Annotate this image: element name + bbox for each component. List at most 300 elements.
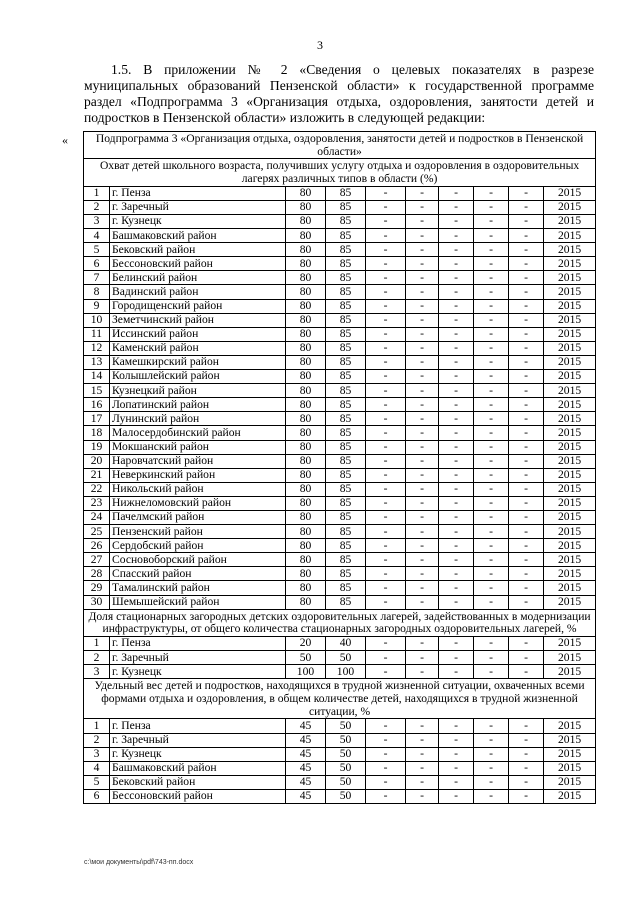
value-2020: - (509, 327, 544, 341)
table-row (84, 539, 596, 553)
municipality-name: Бековский район (110, 243, 286, 257)
value-2015: 85 (326, 496, 366, 510)
row-number: 21 (84, 468, 110, 482)
table-row (84, 567, 596, 581)
municipality-name: Бессоновский район (110, 789, 286, 803)
municipality-name: Земетчинский район (110, 313, 286, 327)
year-cell: 2015 (544, 355, 596, 369)
year-cell: 2015 (544, 510, 596, 524)
value-2014: 45 (286, 719, 326, 733)
value-2020: - (509, 440, 544, 454)
value-2020: - (509, 733, 544, 747)
table-row (84, 468, 596, 482)
value-2014: 45 (286, 761, 326, 775)
municipality-name: Камешкирский район (110, 355, 286, 369)
section-header-row (84, 159, 596, 186)
value-2020: - (509, 299, 544, 313)
table-row (84, 733, 596, 747)
value-2017: - (406, 733, 439, 747)
value-2015: 85 (326, 412, 366, 426)
municipality-name: Лунинский район (110, 412, 286, 426)
municipality-name: Мокшанский район (110, 440, 286, 454)
value-2014: 80 (286, 285, 326, 299)
municipality-name: Кузнецкий район (110, 384, 286, 398)
table-row (84, 651, 596, 665)
value-2020: - (509, 215, 544, 229)
row-number: 10 (84, 313, 110, 327)
value-2019: - (474, 370, 509, 384)
municipality-name: Сердобский район (110, 539, 286, 553)
value-2020: - (509, 525, 544, 539)
table-row (84, 426, 596, 440)
value-2015: 85 (326, 553, 366, 567)
section-header: Охват детей школьного возраста, получивших услугу отдыха и оздоровления в оздоровительных лагерях различных типов в области (%) (84, 159, 596, 186)
value-2019: - (474, 440, 509, 454)
row-number: 11 (84, 327, 110, 341)
value-2015: 100 (326, 665, 366, 679)
value-2015: 50 (326, 733, 366, 747)
municipality-name: Шемышейский район (110, 595, 286, 609)
municipality-name: Городищенский район (110, 299, 286, 313)
municipality-name: г. Кузнецк (110, 215, 286, 229)
page-number: 3 (317, 38, 323, 52)
value-2020: - (509, 775, 544, 789)
value-2014: 80 (286, 553, 326, 567)
value-2020: - (509, 398, 544, 412)
row-number: 13 (84, 355, 110, 369)
value-2014: 80 (286, 370, 326, 384)
section-header-row (84, 679, 596, 719)
value-2015: 85 (326, 299, 366, 313)
value-2019: - (474, 412, 509, 426)
table-row (84, 665, 596, 679)
year-cell: 2015 (544, 313, 596, 327)
value-2014: 80 (286, 496, 326, 510)
value-2014: 80 (286, 412, 326, 426)
value-2019: - (474, 637, 509, 651)
value-2014: 80 (286, 341, 326, 355)
year-cell: 2015 (544, 440, 596, 454)
value-2015: 85 (326, 454, 366, 468)
value-2020: - (509, 341, 544, 355)
value-2019: - (474, 327, 509, 341)
value-2015: 85 (326, 215, 366, 229)
row-number: 19 (84, 440, 110, 454)
value-2018: - (439, 229, 474, 243)
table-row (84, 525, 596, 539)
year-cell: 2015 (544, 285, 596, 299)
value-2020: - (509, 271, 544, 285)
value-2019: - (474, 454, 509, 468)
municipality-name: г. Пенза (110, 719, 286, 733)
value-2016: - (366, 719, 406, 733)
year-cell: 2015 (544, 257, 596, 271)
year-cell: 2015 (544, 567, 596, 581)
value-2018: - (439, 468, 474, 482)
value-2017: - (406, 761, 439, 775)
year-cell: 2015 (544, 761, 596, 775)
municipality-name: Наровчатский район (110, 454, 286, 468)
municipality-name: Вадинский район (110, 285, 286, 299)
table-row (84, 496, 596, 510)
value-2018: - (439, 525, 474, 539)
value-2016: - (366, 327, 406, 341)
value-2019: - (474, 761, 509, 775)
section-header-row (84, 609, 596, 636)
value-2017: - (406, 229, 439, 243)
value-2018: - (439, 257, 474, 271)
value-2017: - (406, 271, 439, 285)
year-cell: 2015 (544, 595, 596, 609)
row-number: 16 (84, 398, 110, 412)
value-2016: - (366, 454, 406, 468)
value-2014: 80 (286, 186, 326, 200)
value-2015: 85 (326, 567, 366, 581)
row-number: 3 (84, 665, 110, 679)
value-2015: 85 (326, 482, 366, 496)
row-number: 3 (84, 747, 110, 761)
value-2020: - (509, 370, 544, 384)
value-2019: - (474, 789, 509, 803)
value-2015: 40 (326, 637, 366, 651)
value-2019: - (474, 468, 509, 482)
value-2014: 80 (286, 567, 326, 581)
value-2016: - (366, 747, 406, 761)
table-row (84, 186, 596, 200)
value-2017: - (406, 299, 439, 313)
row-number: 2 (84, 651, 110, 665)
value-2015: 85 (326, 426, 366, 440)
municipality-name: Башмаковский район (110, 761, 286, 775)
year-cell: 2015 (544, 215, 596, 229)
value-2018: - (439, 341, 474, 355)
value-2015: 85 (326, 257, 366, 271)
value-2017: - (406, 285, 439, 299)
table-row (84, 581, 596, 595)
value-2017: - (406, 257, 439, 271)
value-2020: - (509, 355, 544, 369)
value-2017: - (406, 581, 439, 595)
table-row (84, 229, 596, 243)
value-2015: 85 (326, 285, 366, 299)
year-cell: 2015 (544, 733, 596, 747)
value-2014: 80 (286, 440, 326, 454)
value-2018: - (439, 665, 474, 679)
year-cell: 2015 (544, 327, 596, 341)
value-2015: 85 (326, 200, 366, 214)
value-2018: - (439, 215, 474, 229)
value-2018: - (439, 412, 474, 426)
subprogram-title-row (84, 132, 596, 159)
row-number: 27 (84, 553, 110, 567)
row-number: 7 (84, 271, 110, 285)
value-2015: 50 (326, 651, 366, 665)
table-row (84, 327, 596, 341)
value-2020: - (509, 595, 544, 609)
value-2017: - (406, 412, 439, 426)
value-2014: 45 (286, 789, 326, 803)
value-2019: - (474, 581, 509, 595)
table-row (84, 789, 596, 803)
value-2018: - (439, 243, 474, 257)
value-2019: - (474, 285, 509, 299)
table-row (84, 412, 596, 426)
municipality-name: Сосновоборский район (110, 553, 286, 567)
row-number: 2 (84, 200, 110, 214)
value-2019: - (474, 398, 509, 412)
value-2016: - (366, 271, 406, 285)
row-number: 1 (84, 719, 110, 733)
value-2018: - (439, 285, 474, 299)
value-2017: - (406, 719, 439, 733)
row-number: 23 (84, 496, 110, 510)
row-number: 22 (84, 482, 110, 496)
value-2016: - (366, 581, 406, 595)
value-2018: - (439, 271, 474, 285)
value-2018: - (439, 581, 474, 595)
table-row (84, 482, 596, 496)
municipality-name: Нижнеломовский район (110, 496, 286, 510)
value-2018: - (439, 719, 474, 733)
value-2016: - (366, 482, 406, 496)
value-2015: 85 (326, 525, 366, 539)
table-row (84, 243, 596, 257)
value-2020: - (509, 637, 544, 651)
value-2018: - (439, 299, 474, 313)
value-2018: - (439, 651, 474, 665)
value-2014: 80 (286, 355, 326, 369)
table-row (84, 454, 596, 468)
row-number: 9 (84, 299, 110, 313)
municipality-name: Пачелмский район (110, 510, 286, 524)
value-2017: - (406, 747, 439, 761)
value-2019: - (474, 510, 509, 524)
value-2016: - (366, 761, 406, 775)
value-2019: - (474, 496, 509, 510)
footer-file-path: c:\мои документы\pdf\743-пп.docx (84, 859, 194, 866)
value-2020: - (509, 285, 544, 299)
value-2014: 45 (286, 775, 326, 789)
value-2015: 85 (326, 355, 366, 369)
year-cell: 2015 (544, 370, 596, 384)
municipality-name: Малосердобинский район (110, 426, 286, 440)
value-2017: - (406, 637, 439, 651)
table-row (84, 398, 596, 412)
municipality-name: г. Кузнецк (110, 747, 286, 761)
value-2016: - (366, 651, 406, 665)
value-2018: - (439, 313, 474, 327)
value-2018: - (439, 482, 474, 496)
value-2018: - (439, 370, 474, 384)
value-2019: - (474, 651, 509, 665)
value-2016: - (366, 370, 406, 384)
value-2020: - (509, 229, 544, 243)
value-2020: - (509, 747, 544, 761)
value-2014: 80 (286, 257, 326, 271)
year-cell: 2015 (544, 496, 596, 510)
value-2019: - (474, 426, 509, 440)
value-2016: - (366, 426, 406, 440)
value-2015: 85 (326, 327, 366, 341)
value-2014: 50 (286, 651, 326, 665)
value-2017: - (406, 789, 439, 803)
value-2015: 85 (326, 229, 366, 243)
value-2018: - (439, 775, 474, 789)
value-2019: - (474, 355, 509, 369)
year-cell: 2015 (544, 398, 596, 412)
year-cell: 2015 (544, 482, 596, 496)
value-2019: - (474, 229, 509, 243)
table-row (84, 440, 596, 454)
value-2018: - (439, 637, 474, 651)
value-2015: 85 (326, 468, 366, 482)
value-2015: 85 (326, 440, 366, 454)
table-row (84, 595, 596, 609)
row-number: 2 (84, 733, 110, 747)
section-header: Доля стационарных загородных детских оздоровительных лагерей, задействованных в модернизации инфраструктуры, от общего количества стационарных загородных оздоровительных лагерей, % (84, 609, 596, 636)
value-2017: - (406, 775, 439, 789)
value-2020: - (509, 665, 544, 679)
value-2020: - (509, 313, 544, 327)
row-number: 6 (84, 789, 110, 803)
row-number: 5 (84, 775, 110, 789)
value-2019: - (474, 665, 509, 679)
value-2017: - (406, 313, 439, 327)
value-2016: - (366, 539, 406, 553)
section-header: Удельный вес детей и подростков, находящихся в трудной жизненной ситуации, охваченных всеми формами отдыха и оздоровления, в общем количестве детей, находящихся в трудной жизненной ситуации, % (84, 679, 596, 719)
row-number: 17 (84, 412, 110, 426)
value-2018: - (439, 200, 474, 214)
value-2016: - (366, 567, 406, 581)
value-2018: - (439, 747, 474, 761)
value-2018: - (439, 553, 474, 567)
municipality-name: Башмаковский район (110, 229, 286, 243)
value-2020: - (509, 496, 544, 510)
value-2015: 85 (326, 341, 366, 355)
year-cell: 2015 (544, 229, 596, 243)
value-2020: - (509, 651, 544, 665)
table-row (84, 271, 596, 285)
value-2016: - (366, 637, 406, 651)
value-2017: - (406, 510, 439, 524)
row-number: 25 (84, 525, 110, 539)
table-row (84, 637, 596, 651)
value-2017: - (406, 370, 439, 384)
year-cell: 2015 (544, 553, 596, 567)
value-2019: - (474, 482, 509, 496)
year-cell: 2015 (544, 384, 596, 398)
row-number: 20 (84, 454, 110, 468)
table-row (84, 761, 596, 775)
value-2014: 80 (286, 200, 326, 214)
value-2015: 85 (326, 271, 366, 285)
value-2017: - (406, 553, 439, 567)
year-cell: 2015 (544, 539, 596, 553)
value-2020: - (509, 510, 544, 524)
value-2015: 85 (326, 398, 366, 412)
value-2015: 85 (326, 370, 366, 384)
value-2016: - (366, 243, 406, 257)
municipality-name: г. Кузнецк (110, 665, 286, 679)
row-number: 15 (84, 384, 110, 398)
value-2018: - (439, 186, 474, 200)
value-2016: - (366, 665, 406, 679)
value-2019: - (474, 186, 509, 200)
year-cell: 2015 (544, 468, 596, 482)
value-2017: - (406, 665, 439, 679)
year-cell: 2015 (544, 581, 596, 595)
year-cell: 2015 (544, 426, 596, 440)
value-2019: - (474, 200, 509, 214)
value-2016: - (366, 299, 406, 313)
value-2020: - (509, 468, 544, 482)
value-2016: - (366, 341, 406, 355)
value-2014: 20 (286, 637, 326, 651)
value-2016: - (366, 215, 406, 229)
table-row (84, 200, 596, 214)
year-cell: 2015 (544, 341, 596, 355)
value-2017: - (406, 539, 439, 553)
row-number: 28 (84, 567, 110, 581)
value-2019: - (474, 257, 509, 271)
value-2020: - (509, 426, 544, 440)
value-2019: - (474, 567, 509, 581)
value-2020: - (509, 257, 544, 271)
table-row (84, 313, 596, 327)
value-2015: 85 (326, 313, 366, 327)
value-2016: - (366, 384, 406, 398)
year-cell: 2015 (544, 775, 596, 789)
municipality-name: Тамалинский район (110, 581, 286, 595)
value-2017: - (406, 595, 439, 609)
row-number: 12 (84, 341, 110, 355)
value-2017: - (406, 454, 439, 468)
row-number: 26 (84, 539, 110, 553)
value-2014: 80 (286, 426, 326, 440)
year-cell: 2015 (544, 719, 596, 733)
municipality-name: Колышлейский район (110, 370, 286, 384)
municipality-name: Неверкинский район (110, 468, 286, 482)
value-2017: - (406, 327, 439, 341)
value-2020: - (509, 719, 544, 733)
value-2015: 50 (326, 747, 366, 761)
value-2014: 80 (286, 229, 326, 243)
row-number: 30 (84, 595, 110, 609)
value-2015: 85 (326, 243, 366, 257)
table-row (84, 775, 596, 789)
value-2016: - (366, 257, 406, 271)
value-2015: 50 (326, 789, 366, 803)
table-row (84, 299, 596, 313)
value-2014: 80 (286, 398, 326, 412)
intro-paragraph: 1.5. В приложении № 2 «Сведения о целевых показателях в разрезе муниципальных образований Пензенской области» к государственной программе раздел «Подпрограмма 3 «Организация отдыха, оздоровления, занятости детей и подростков в Пензенской области» изложить в следующей редакции: (84, 62, 594, 125)
year-cell: 2015 (544, 200, 596, 214)
year-cell: 2015 (544, 243, 596, 257)
value-2018: - (439, 595, 474, 609)
value-2020: - (509, 200, 544, 214)
value-2020: - (509, 567, 544, 581)
table-row (84, 355, 596, 369)
value-2018: - (439, 496, 474, 510)
municipality-name: Никольский район (110, 482, 286, 496)
row-number: 18 (84, 426, 110, 440)
value-2014: 80 (286, 313, 326, 327)
value-2019: - (474, 313, 509, 327)
municipality-name: г. Пенза (110, 186, 286, 200)
value-2018: - (439, 454, 474, 468)
value-2018: - (439, 539, 474, 553)
value-2016: - (366, 496, 406, 510)
